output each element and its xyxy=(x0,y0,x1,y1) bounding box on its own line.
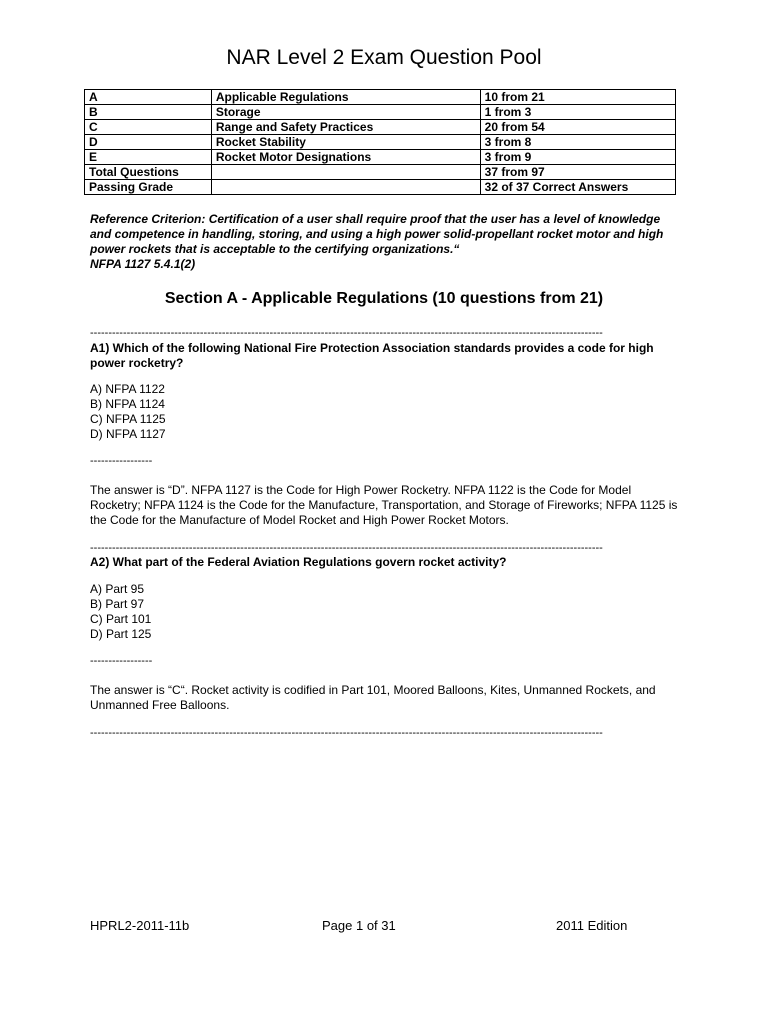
table-cell: Rocket Stability xyxy=(211,135,480,150)
section-heading: Section A - Applicable Regulations (10 questions from 21) xyxy=(164,290,604,307)
table-cell: D xyxy=(85,135,212,150)
option-item: B) Part 97 xyxy=(90,597,145,611)
separator-line: -------------------------------------------------------------------------------------------------------------------------------------------- xyxy=(90,542,603,554)
option-item: D) Part 125 xyxy=(90,627,152,641)
table-cell: 10 from 21 xyxy=(480,90,675,105)
separator-line: -------------------------------------------------------------------------------------------------------------------------------------------- xyxy=(90,327,603,339)
footer-document-id: HPRL2-2011-11b xyxy=(90,918,190,933)
table-cell: Rocket Motor Designations xyxy=(211,150,480,165)
table-cell: 20 from 54 xyxy=(480,120,675,135)
table-cell: 32 of 37 Correct Answers xyxy=(480,180,675,195)
question-a2-options xyxy=(90,582,151,642)
table-row xyxy=(85,90,676,105)
table-row xyxy=(85,150,676,165)
reference-text: Reference Criterion: Certification of a user shall require proof that the user has a level of knowledge and competence in handling, storing, and using a high power solid-propellant rocket motor and high power rockets that is acceptable to the certifying organizations.“ xyxy=(90,212,664,256)
option-item: B) NFPA 1124 xyxy=(90,397,165,411)
table-row xyxy=(85,120,676,135)
table-cell: Storage xyxy=(211,105,480,120)
answer-a2: The answer is “C“. Rocket activity is codified in Part 101, Moored Balloons, Kites, Unmanned Rockets, and Unmanned Free Balloons. xyxy=(90,683,656,712)
table-cell: Applicable Regulations xyxy=(211,90,480,105)
table-row xyxy=(85,105,676,120)
table-cell: Range and Safety Practices xyxy=(211,120,480,135)
question-a2: A2) What part of the Federal Aviation Regulations govern rocket activity? xyxy=(90,555,507,569)
table-cell: E xyxy=(85,150,212,165)
footer-page-number: Page 1 of 31 xyxy=(322,918,396,933)
table-cell: A xyxy=(85,90,212,105)
table-cell: B xyxy=(85,105,212,120)
question-summary-table xyxy=(84,89,676,195)
option-item: A) NFPA 1122 xyxy=(90,382,165,396)
separator-line: -------------------------------------------------------------------------------------------------------------------------------------------- xyxy=(90,727,603,739)
table-row xyxy=(85,180,676,195)
option-item: D) NFPA 1127 xyxy=(90,427,166,441)
separator-short: ----------------- xyxy=(90,455,153,467)
separator-short: ----------------- xyxy=(90,655,153,667)
option-item: A) Part 95 xyxy=(90,582,145,596)
question-a1-options xyxy=(90,382,166,442)
table-row xyxy=(85,135,676,150)
table-cell: C xyxy=(85,120,212,135)
table-row xyxy=(85,165,676,180)
question-a1: A1) Which of the following National Fire Protection Association standards provides a code for high power rocketry? xyxy=(90,341,654,370)
option-item: C) Part 101 xyxy=(90,612,152,626)
reference-citation: NFPA 1127 5.4.1(2) xyxy=(90,257,196,271)
table-cell xyxy=(211,165,480,180)
footer-edition: 2011 Edition xyxy=(556,918,628,933)
table-cell: 3 from 9 xyxy=(480,150,675,165)
table-cell xyxy=(211,180,480,195)
table-cell: Total Questions xyxy=(85,165,212,180)
option-item: C) NFPA 1125 xyxy=(90,412,166,426)
table-cell: Passing Grade xyxy=(85,180,212,195)
table-cell: 3 from 8 xyxy=(480,135,675,150)
table-cell: 1 from 3 xyxy=(480,105,675,120)
answer-a1: The answer is “D”. NFPA 1127 is the Code for High Power Rocketry. NFPA 1122 is the Code for Model Rocketry; NFPA 1124 is the Code for the Manufacture, Transportation, and Storage of Fireworks; NFPA 1125 is the Code for the Manufacture of Model Rocket and High Power Rocket Motors. xyxy=(90,483,678,527)
reference-criterion xyxy=(90,212,680,272)
page-title: NAR Level 2 Exam Question Pool xyxy=(226,46,542,69)
table-cell: 37 from 97 xyxy=(480,165,675,180)
